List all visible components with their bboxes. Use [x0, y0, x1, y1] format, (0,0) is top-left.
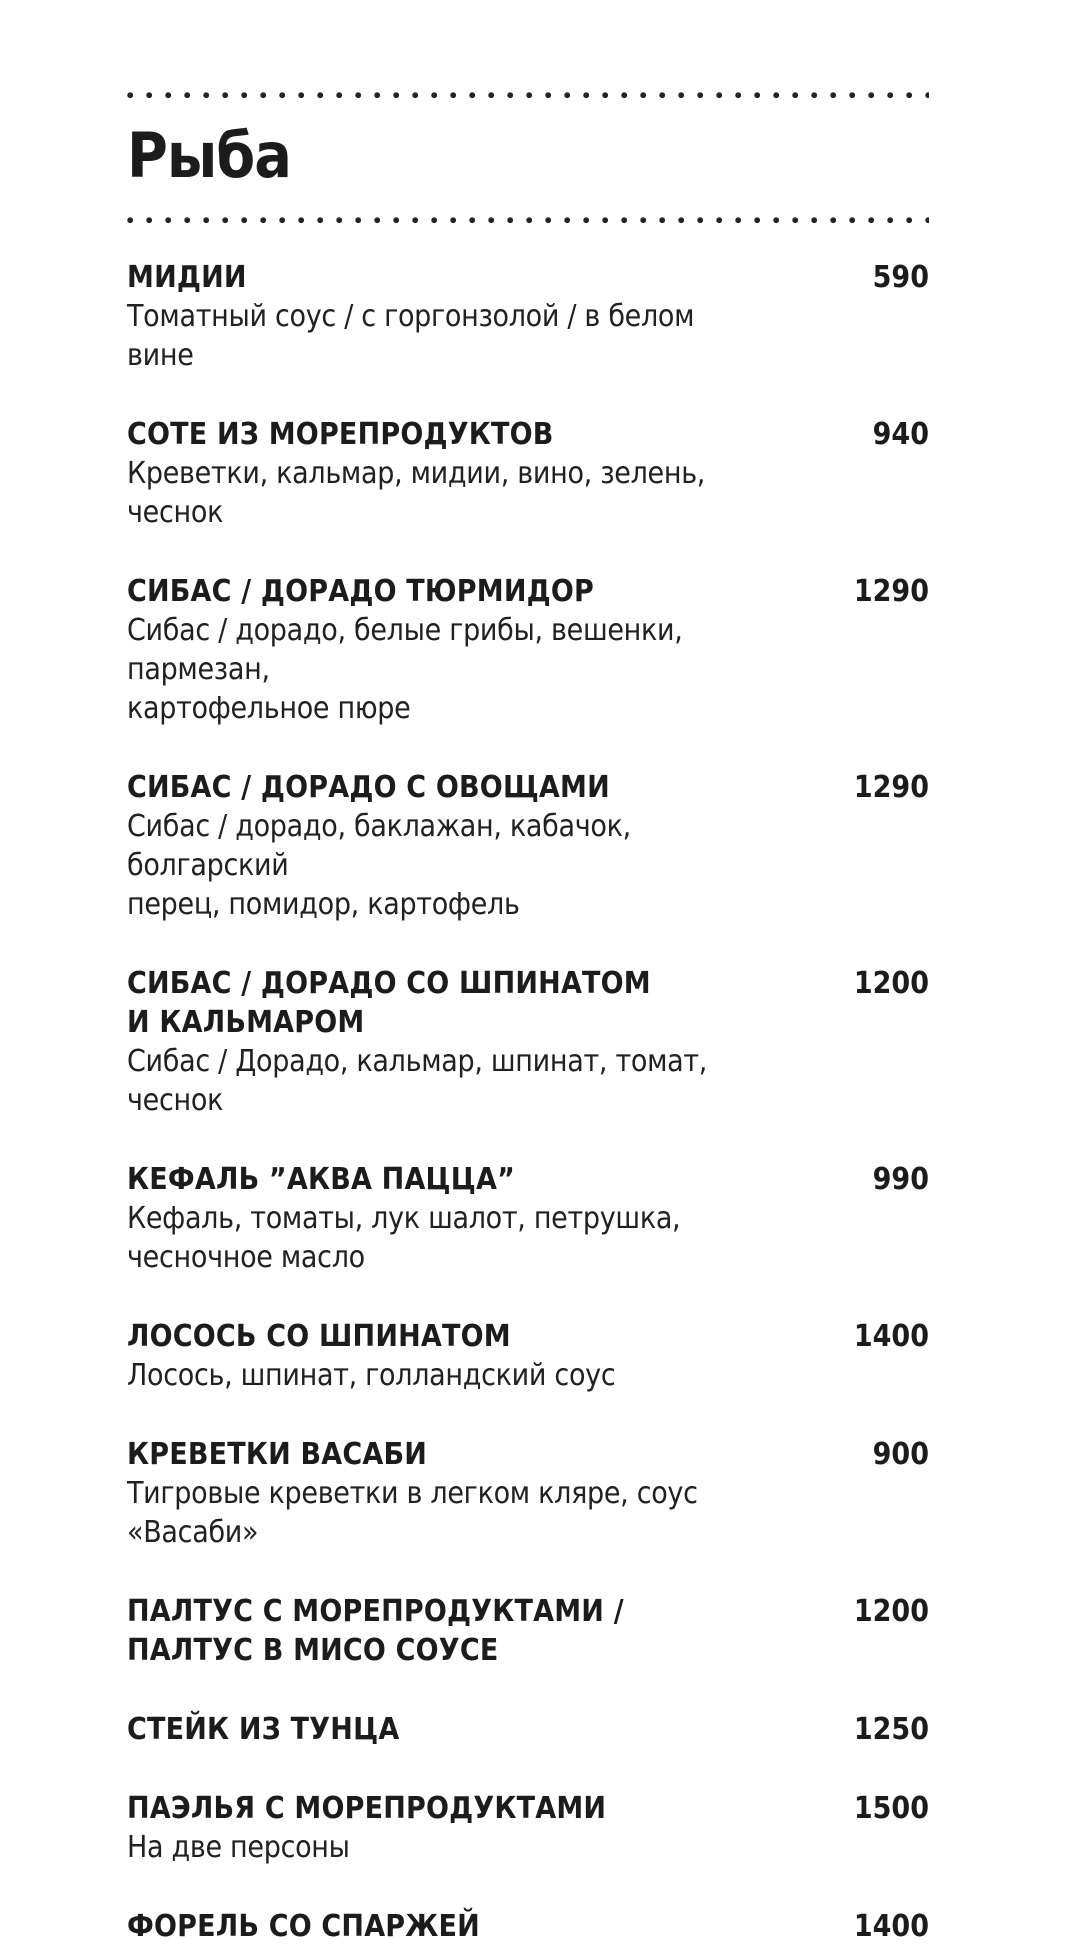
item-price: 900: [872, 1437, 929, 1472]
item-price: 1200: [853, 966, 929, 1001]
item-name: ФОРЕЛЬ СО СПАРЖЕЙ: [127, 1909, 480, 1944]
item-name: КЕФАЛЬ ”АКВА ПАЦЦА”: [127, 1162, 516, 1197]
menu-item: [127, 1710, 929, 1749]
menu-item-header: [127, 1160, 929, 1199]
menu-item: [127, 768, 929, 924]
section-title: Рыба: [127, 119, 291, 192]
item-name: СОТЕ ИЗ МОРЕПРОДУКТОВ: [127, 417, 554, 452]
item-price: 1500: [853, 1791, 929, 1826]
item-name: ПАЛТУС С МОРЕПРОДУКТАМИ / ПАЛТУС В МИСО СОУСЕ: [127, 1594, 624, 1668]
menu-item: [127, 1907, 929, 1946]
item-description: На две персоны: [127, 1830, 350, 1865]
item-price: 1290: [853, 574, 929, 609]
item-description: Сибас / дорадо, баклажан, кабачок, болгарский перец, помидор, картофель: [127, 809, 631, 922]
menu-item-header: [127, 1435, 929, 1474]
item-price: 1250: [853, 1712, 929, 1747]
menu-items-list: [127, 258, 929, 1946]
menu-item-header: [127, 572, 929, 611]
dotted-divider-bottom: [127, 217, 929, 224]
menu-item: [127, 415, 929, 532]
menu-item: [127, 1435, 929, 1552]
item-price: 1290: [853, 770, 929, 805]
item-description: Томатный соус / с горгонзолой / в белом вине: [127, 299, 695, 373]
item-name: СТЕЙК ИЗ ТУНЦА: [127, 1712, 400, 1747]
item-name: ПАЭЛЬЯ С МОРЕПРОДУКТАМИ: [127, 1791, 607, 1826]
item-description: Кефаль, томаты, лук шалот, петрушка, чесночное масло: [127, 1201, 681, 1275]
menu-item: [127, 1317, 929, 1395]
item-price: 1400: [853, 1909, 929, 1944]
menu-item-header: [127, 1789, 929, 1828]
menu-item: [127, 1789, 929, 1867]
item-name: СИБАС / ДОРАДО СО ШПИНАТОМ И КАЛЬМАРОМ: [127, 966, 651, 1040]
item-description: Креветки, кальмар, мидии, вино, зелень, чеснок: [127, 456, 706, 530]
item-price: 940: [872, 417, 929, 452]
menu-item-header: [127, 1317, 929, 1356]
item-price: 1200: [853, 1594, 929, 1629]
menu-item-header: [127, 415, 929, 454]
item-description: Сибас / дорадо, белые грибы, вешенки, пармезан, картофельное пюре: [127, 613, 683, 726]
menu-item-header: [127, 964, 929, 1042]
item-description: Тигровые креветки в легком кляре, соус «Васаби»: [127, 1476, 698, 1550]
menu-item-header: [127, 1710, 929, 1749]
menu-item-header: [127, 1592, 929, 1670]
menu-item-header: [127, 1907, 929, 1946]
dotted-divider-top: [127, 92, 929, 99]
item-name: СИБАС / ДОРАДО ТЮРМИДОР: [127, 574, 594, 609]
menu-item-header: [127, 768, 929, 807]
menu-item-header: [127, 258, 929, 297]
item-description: Лосось, шпинат, голландский соус: [127, 1358, 616, 1393]
menu-item: [127, 258, 929, 375]
item-name: КРЕВЕТКИ ВАСАБИ: [127, 1437, 428, 1472]
menu-item: [127, 1592, 929, 1670]
item-description: Сибас / Дорадо, кальмар, шпинат, томат, чеснок: [127, 1044, 708, 1118]
item-name: ЛОСОСЬ СО ШПИНАТОМ: [127, 1319, 511, 1354]
menu-item: [127, 572, 929, 728]
item-name: МИДИИ: [127, 260, 247, 295]
item-price: 990: [872, 1162, 929, 1197]
menu-item: [127, 964, 929, 1120]
menu-item: [127, 1160, 929, 1277]
item-price: 1400: [853, 1319, 929, 1354]
item-price: 590: [872, 260, 929, 295]
item-name: СИБАС / ДОРАДО С ОВОЩАМИ: [127, 770, 610, 805]
